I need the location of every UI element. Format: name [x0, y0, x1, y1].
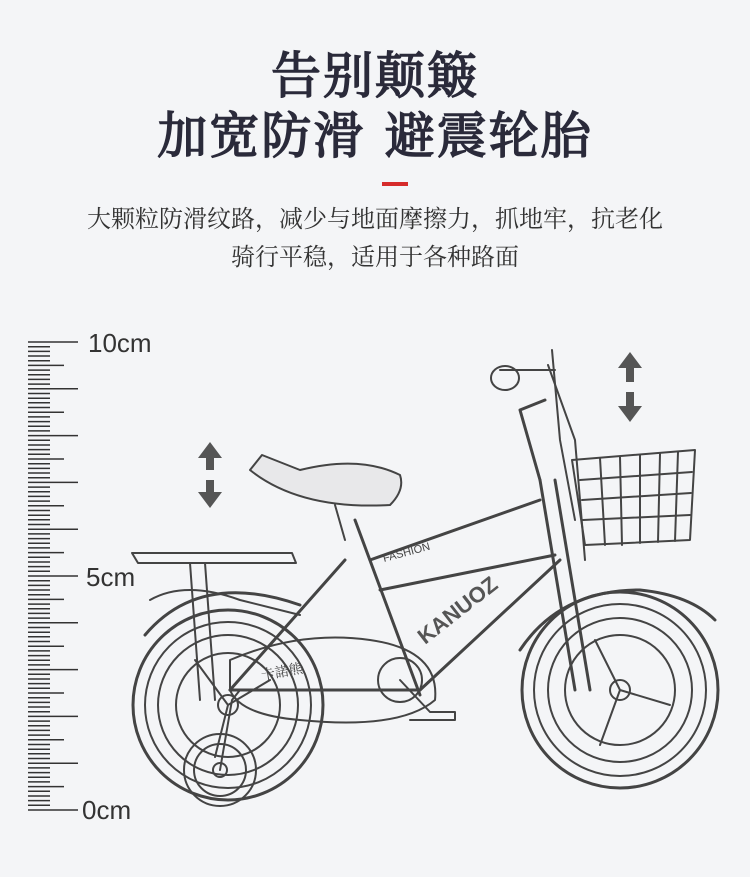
bike-seat — [250, 455, 401, 540]
headline-line-2: 加宽防滑 避震轮胎 — [157, 107, 593, 165]
brand-logo-text: 卡諾熊 — [259, 660, 305, 684]
front-wheel — [522, 592, 718, 788]
tube-kanuoz-text: KANUOZ — [412, 571, 503, 649]
rear-mudguard — [145, 593, 300, 635]
ruler-label-5cm: 5cm — [86, 562, 136, 592]
handlebar — [491, 350, 585, 560]
description-line-1: 大颗粒防滑纹路，减少与地面摩擦力，抓地牢，抗老化 — [87, 205, 663, 233]
ruler-label-10cm: 10cm — [88, 328, 152, 358]
front-basket — [572, 450, 695, 545]
headline-line-1: 告别颠簸 — [271, 47, 479, 105]
ruler-label-0cm: 0cm — [82, 795, 132, 825]
rear-wheel — [133, 610, 323, 800]
frame-fashion-text: FASHION — [381, 540, 432, 565]
description-line-2: 骑行平稳，适用于各种路面 — [231, 243, 519, 271]
chain-guard — [230, 638, 435, 723]
